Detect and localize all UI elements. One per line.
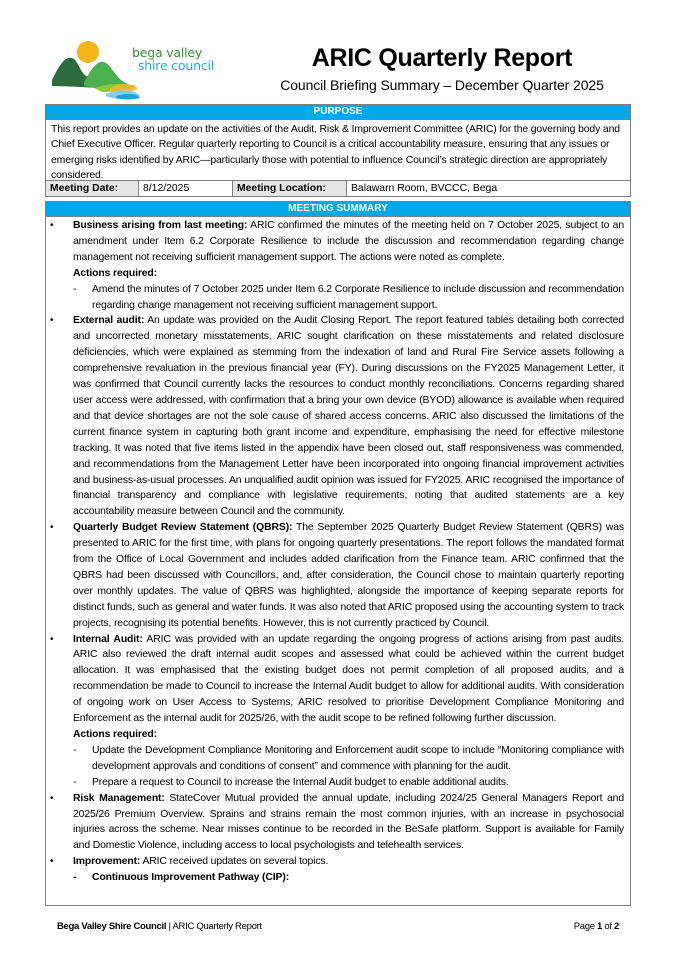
action-item: [73, 775, 624, 791]
item-text: An update was provided on the Audit Closing Report. The report featured tables detailing both corrected and uncorrected monetary misstatements. ARIC sought clarification on these misstatements and related disclosure deficiencies, which were explained as stemming from the indexation of land and Rural Fire Service assets following a comprehensive revaluation in the previous financial year (FY). During discussions on the FY2025 Management Letter, it was confirmed that Council currently lacks the resources to conduct monthly reconciliations. Concerns regarding shared user access were addressed, with confirmation that a bring your own device (BYOD) allowance is available when required and that device shortages are not the sole cause of shared access concerns. ARIC also discussed the limitations of the current finance system in capturing both grant income and expenditure, emphasising the need for effective milestone tracking. It was noted that five items listed in the appendix have been closed out, staff responsiveness was commended, and recommendations from the Management Letter have been incorporated into ongoing financial improvement activities and business-as-usual processes. An unqualified audit opinion was issued for FY2025. ARIC recognised the importance of financial transparency and compliance with legislative requirements, noting that audited statements are a key accountability measure between Council and the community.: [73, 315, 624, 518]
bullet-icon: •: [50, 792, 54, 804]
dash-icon: -: [73, 872, 77, 884]
summary-item-business-arising: [46, 218, 624, 266]
page-prefix: Page: [573, 921, 598, 932]
meeting-details-row: [46, 180, 630, 196]
footer-org: Bega Valley Shire Council: [57, 921, 167, 932]
purpose-heading: PURPOSE: [46, 105, 630, 120]
actions-required-label: Actions required:: [73, 267, 157, 279]
page-title: ARIC Quarterly Report: [311, 44, 573, 72]
dash-icon: -: [73, 744, 77, 756]
page-number: [574, 921, 619, 932]
meeting-location-label: Meeting Location:: [233, 181, 347, 196]
page-total: 2: [614, 921, 619, 932]
item-text: StateCover Mutual provided the annual update, including 2024/25 General Managers Report and 2025/26 Premium Overview. Sprains and strains remain the most common injuries, with an increase in psychosocial injuries across the scheme. Near misses continue to be recorded in the BeSafe platform. Support is available for Family and Domestic Violence, including access to local psychologists and telehealth services.: [73, 792, 624, 852]
action-text: Amend the minutes of 7 October 2025 under Item 6.2 Corporate Resilience to include discussion and recommendation regarding change management not receiving sufficient management support.: [92, 283, 624, 311]
action-item: [73, 282, 624, 314]
summary-item-risk-management: [46, 791, 624, 855]
footer-separator: |: [166, 921, 173, 932]
action-item: [73, 743, 624, 775]
action-text: Update the Development Compliance Monitoring and Enforcement audit scope to include “Monitoring compliance with development approvals and conditions of consent” and commence with planning for the audit.: [92, 744, 624, 772]
bullet-icon: •: [50, 522, 54, 534]
bullet-icon: •: [50, 856, 54, 868]
purpose-text: This report provides an update on the activities of the Audit, Risk & Improvement Committee (ARIC) for the governing body and Chief Executive Officer. Regular quarterly reporting to Council is a critical accountability measure, ensuring that any issues or emerging risks identified by ARIC—particularly those with potential to influence Council’s strategic direction are appropriately considered.: [51, 124, 620, 181]
meeting-date-label: Meeting Date:: [46, 181, 139, 196]
action-text: Prepare a request to Council to increase the Internal Audit budget to enable additional audits.: [92, 776, 509, 788]
summary-item-qbrs: [46, 520, 624, 631]
logo-text-line1: bega valley: [132, 45, 203, 60]
sub-heading-cip: [73, 870, 624, 886]
purpose-table: [45, 104, 631, 197]
summary-item-improvement: [46, 854, 624, 870]
sub-heading-text: Continuous Improvement Pathway (CIP):: [92, 872, 290, 884]
item-label: Improvement:: [73, 856, 141, 868]
summary-item-external-audit: [46, 313, 624, 520]
meeting-summary-heading: MEETING SUMMARY: [46, 202, 630, 217]
page-of: of: [602, 921, 615, 932]
bullet-icon: •: [50, 315, 54, 327]
item-label: External audit:: [73, 315, 145, 327]
item-label: Internal Audit:: [73, 633, 143, 645]
bullet-icon: •: [50, 220, 54, 231]
item-text: ARIC was provided with an update regarding the ongoing progress of actions arising from past audits. ARIC also reviewed the draft internal audit scopes and assessed what could be achieved within the current budget allocation. It was emphasised that the existing budget does not permit completion of all proposed audits, and a recommendation be made to Council to increase the Internal Audit budget to allow for additional audits. With consideration of ongoing work on User Access to Systems, ARIC resolved to prioritise Development Compliance Monitoring and Enforcement as the internal audit for 2025/26, with the audit scope to be refined following further discussion.: [73, 633, 624, 725]
footer-doc: ARIC Quarterly Report: [172, 921, 262, 932]
item-text: ARIC confirmed the minutes of the meeting held on 7 October 2025, subject to an amendment under Item 6.2 Corporate Resilience to include the discussion and recommendation regarding change management not receiving sufficient management support. The actions were noted as complete.: [73, 220, 624, 263]
item-label: Business arising from last meeting:: [73, 220, 248, 231]
council-logo-icon: [50, 38, 140, 100]
summary-item-internal-audit: [46, 632, 624, 727]
meeting-summary-body: [46, 217, 630, 888]
meeting-date-value: 8/12/2025: [139, 181, 233, 196]
footer-left: [57, 921, 262, 932]
page-subtitle: Council Briefing Summary – December Quarter 2025: [280, 77, 604, 93]
meeting-summary-table: [45, 201, 631, 906]
item-label: Quarterly Budget Review Statement (QBRS):: [73, 522, 293, 534]
page-current: 1: [597, 921, 602, 932]
dash-icon: -: [73, 776, 77, 788]
actions-required-label: Actions required:: [73, 729, 157, 740]
item-label: Risk Management:: [73, 792, 165, 804]
item-text: ARIC received updates on several topics.: [140, 856, 329, 868]
bullet-icon: •: [50, 633, 54, 645]
dash-icon: -: [73, 283, 77, 295]
logo-text-line2: shire council: [138, 58, 215, 73]
item-text: The September 2025 Quarterly Budget Review Statement (QBRS) was presented to ARIC for the first time, with plans for ongoing quarterly presentations. The report follows the mandated format from the Office of Local Government and includes added clarification from the Finance team. ARIC confirmed that the QBRS had been discussed with Councillors, and, after consideration, the Council chose to maintain quarterly reporting over monthly updates. The value of QBRS was highlighted, alongside the importance of keeping separate reports for distinct funds, such as general and water funds. It was also noted that ARIC proposed using the accounting system to track projects, recognising its potential benefits. However, this is not currently practiced by Council.: [73, 522, 624, 629]
council-logo: [50, 38, 230, 100]
meeting-location-value: Balawarn Room, BVCCC, Bega: [351, 183, 498, 194]
